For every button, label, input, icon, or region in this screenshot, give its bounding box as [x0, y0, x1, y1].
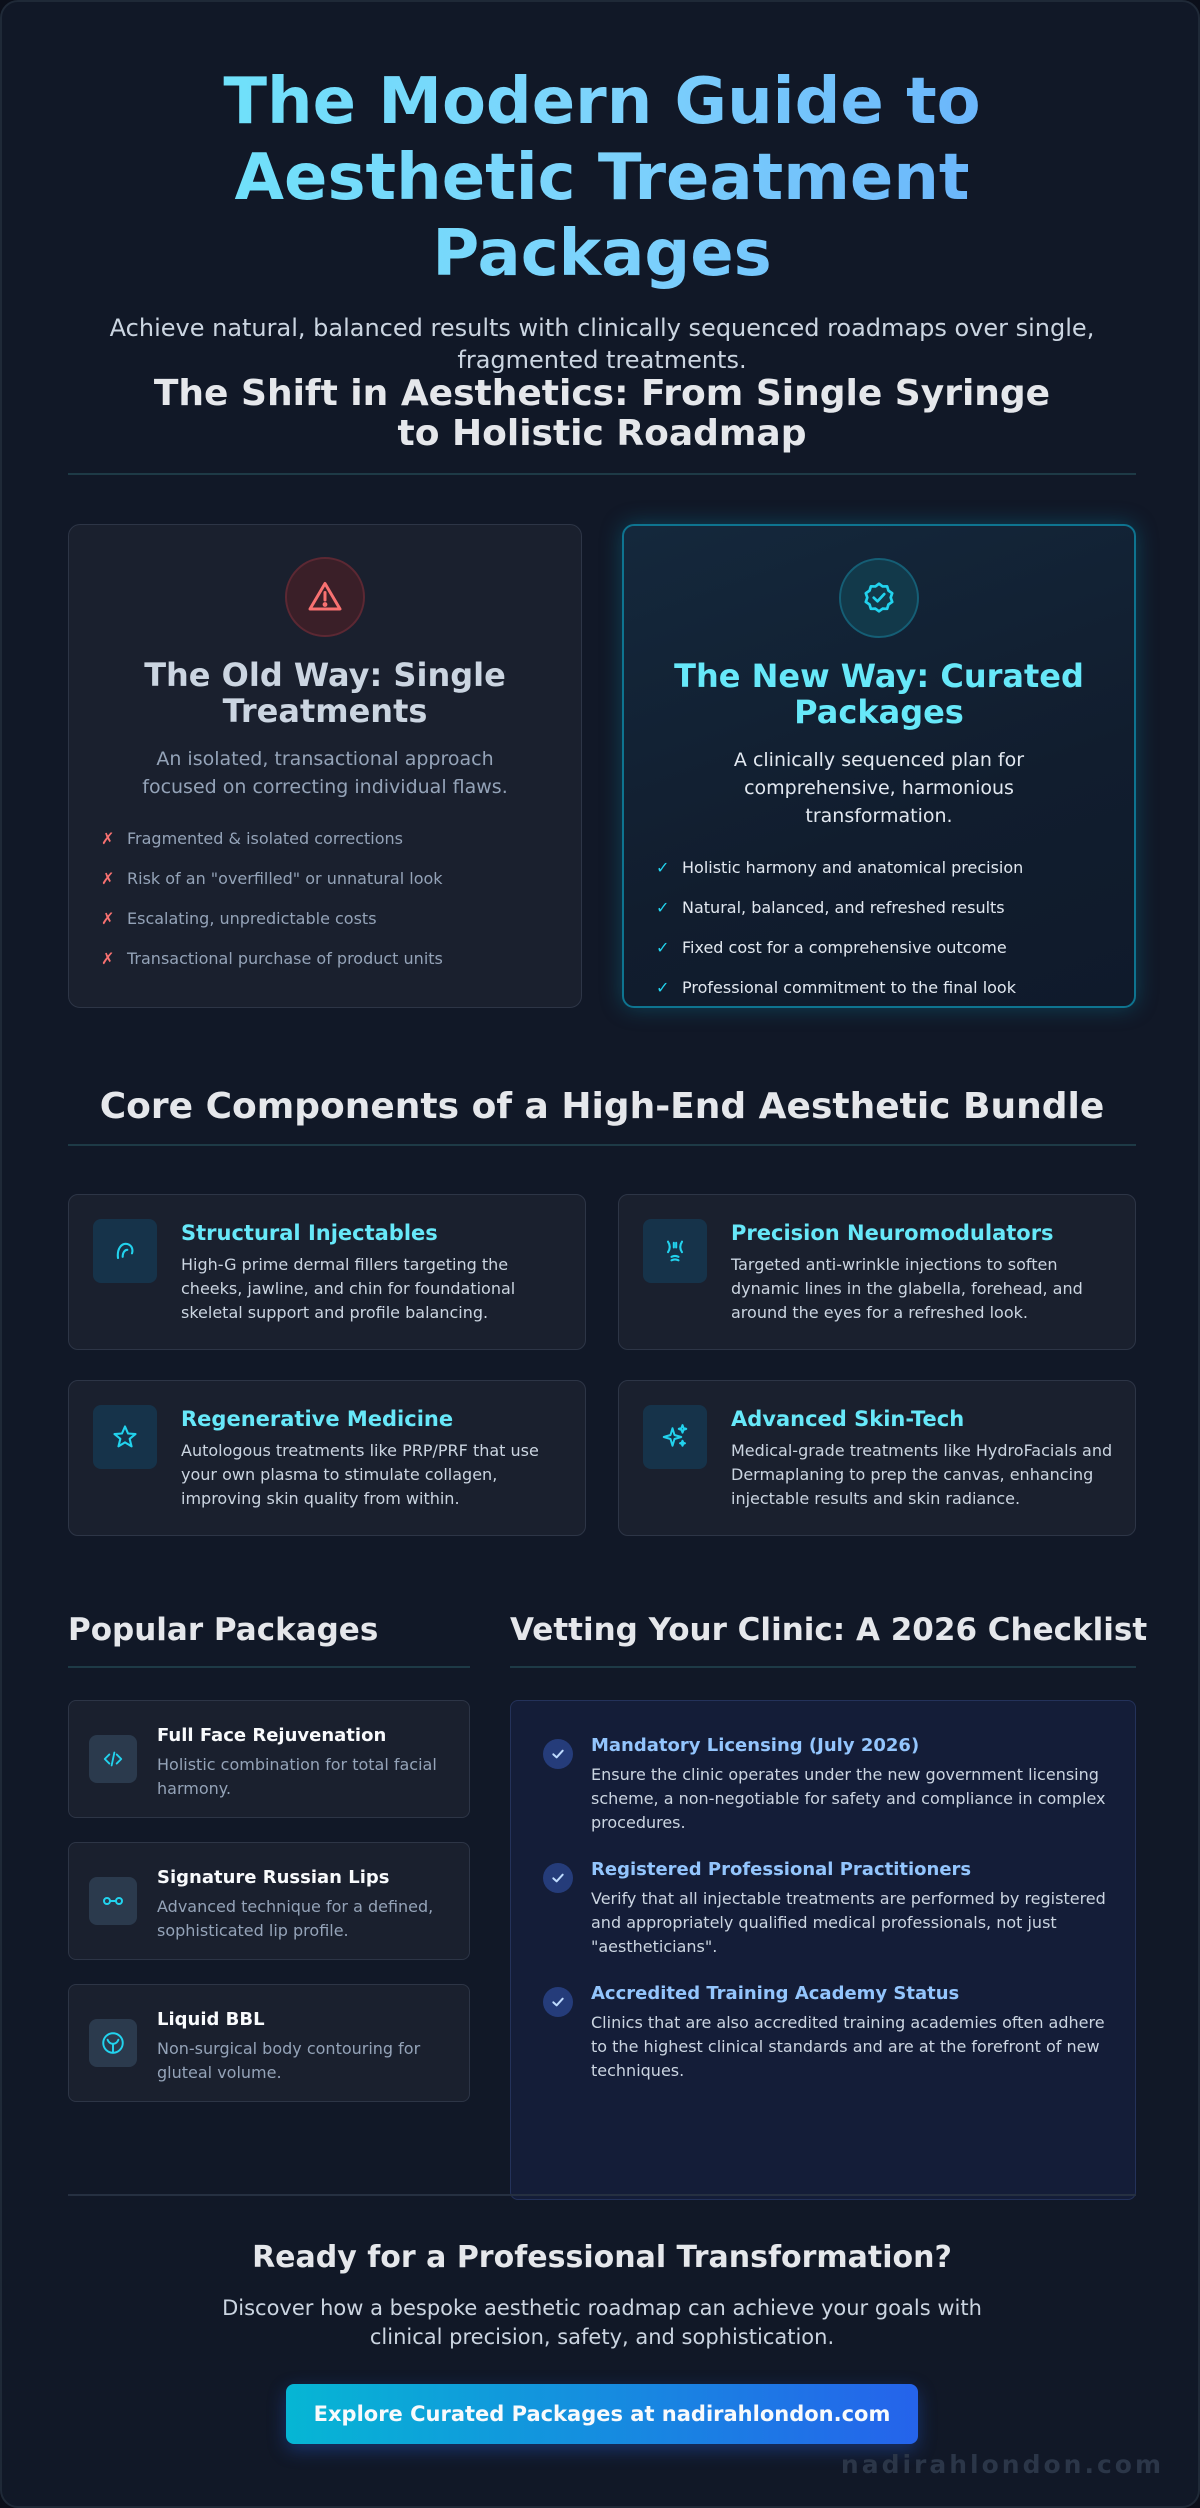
component-card-advanced-skin-tech [618, 1380, 1136, 1536]
old-way-description: An isolated, transactional approach focused on correcting individual flaws. [142, 748, 508, 798]
component-title: Precision Neuromodulators [731, 1221, 1054, 1245]
checklist-heading: Vetting Your Clinic: A 2026 Checklist [510, 1612, 1148, 1648]
component-description: Autologous treatments like PRP/PRF that use your own plasma to stimulate collagen, improving skin quality from within. [181, 1441, 539, 1508]
check-icon: ✓ [656, 858, 670, 877]
shift-divider [68, 473, 1136, 475]
check-circle-icon [543, 1739, 573, 1769]
list-item: ✗ Escalating, unpredictable costs [101, 909, 377, 928]
package-description: Holistic combination for total facial harmony. [157, 1755, 437, 1798]
old-way-points [101, 829, 581, 989]
cross-icon: ✗ [101, 869, 115, 888]
component-title: Regenerative Medicine [181, 1407, 454, 1431]
watermark: nadirahlondon.com [840, 2450, 1164, 2479]
page-subtitle: Achieve natural, balanced results with clinically sequenced roadmaps over single, fragmented treatments. [109, 314, 1095, 374]
code-icon [89, 1735, 137, 1783]
cta-description: Discover how a bespoke aesthetic roadmap can achieve your goals with clinical precision, safety, and sophistication. [222, 2296, 982, 2349]
checklist-divider [510, 1666, 1136, 1668]
component-card-structural-injectables [68, 1194, 586, 1350]
body-icon [89, 2019, 137, 2067]
shift-heading: The Shift in Aesthetics: From Single Syringe to Holistic Roadmap [153, 373, 1051, 454]
old-way-card [68, 524, 582, 1008]
list-item: ✓ Professional commitment to the final look [656, 978, 1016, 997]
packages-heading: Popular Packages [68, 1612, 379, 1648]
component-card-precision-neuromodulators [618, 1194, 1136, 1350]
list-item: ✓ Holistic harmony and anatomical precision [656, 858, 1024, 877]
list-item: ✗ Transactional purchase of product units [101, 949, 443, 968]
face-lines-icon [643, 1219, 707, 1283]
link-icon [89, 1877, 137, 1925]
list-item: ✓ Fixed cost for a comprehensive outcome [656, 938, 1007, 957]
page-title: The Modern Guide to Aesthetic Treatment Packages [2, 64, 1200, 292]
component-description: Targeted anti-wrinkle injections to soften dynamic lines in the glabella, forehead, and around the eyes for a refreshed look. [731, 1255, 1083, 1322]
list-item: ✓ Natural, balanced, and refreshed results [656, 898, 1005, 917]
page-header [2, 64, 1200, 376]
new-way-points [656, 858, 1134, 1018]
list-item: ✗ Fragmented & isolated corrections [101, 829, 403, 848]
checklist-item-title: Accredited Training Academy Status [591, 1983, 960, 2004]
checklist-item-title: Registered Professional Practitioners [591, 1859, 972, 1880]
checklist-panel [510, 1700, 1136, 2200]
old-way-title: The Old Way: Single Treatments [144, 656, 506, 730]
check-circle-icon [543, 1987, 573, 2017]
cross-icon: ✗ [101, 949, 115, 968]
package-card-full-face-rejuvenation[interactable] [68, 1700, 470, 1818]
checklist-item-description: Verify that all injectable treatments are performed by registered and appropriately qualified medical professionals, not just "aestheticians". [591, 1889, 1106, 1956]
checklist-item-description: Ensure the clinic operates under the new government licensing scheme, a non-negotiable for safety and compliance in complex procedures. [591, 1765, 1106, 1832]
sparkles-icon [643, 1405, 707, 1469]
component-title: Advanced Skin-Tech [731, 1407, 965, 1431]
components-heading: Core Components of a High-End Aesthetic Bundle [99, 1086, 1105, 1127]
checklist-item-description: Clinics that are also accredited training academies often adhere to the highest clinical standards and are at the forefront of new techniques. [591, 2013, 1105, 2080]
component-card-regenerative-medicine [68, 1380, 586, 1536]
component-description: High-G prime dermal fillers targeting the cheeks, jawline, and chin for foundational skeletal support and profile balancing. [181, 1255, 516, 1322]
check-icon: ✓ [656, 978, 670, 997]
warning-triangle-icon [285, 557, 365, 637]
package-description: Non-surgical body contouring for gluteal volume. [157, 2039, 421, 2082]
cross-icon: ✗ [101, 829, 115, 848]
badge-check-icon [839, 558, 919, 638]
package-description: Advanced technique for a defined, sophisticated lip profile. [157, 1897, 434, 1940]
component-title: Structural Injectables [181, 1221, 438, 1245]
package-title: Liquid BBL [157, 2009, 265, 2030]
checklist-item-title: Mandatory Licensing (July 2026) [591, 1735, 920, 1756]
new-way-description: A clinically sequenced plan for comprehensive, harmonious transformation. [733, 749, 1025, 827]
check-icon: ✓ [656, 938, 670, 957]
cta-title: Ready for a Professional Transformation? [252, 2240, 952, 2275]
star-icon [93, 1405, 157, 1469]
packages-divider [68, 1666, 470, 1668]
new-way-card [622, 524, 1136, 1008]
new-way-title: The New Way: Curated Packages [674, 657, 1084, 731]
check-icon: ✓ [656, 898, 670, 917]
package-card-signature-russian-lips[interactable] [68, 1842, 470, 1960]
explore-packages-button[interactable]: Explore Curated Packages at nadirahlondon.com [286, 2384, 918, 2444]
package-title: Signature Russian Lips [157, 1867, 390, 1888]
cross-icon: ✗ [101, 909, 115, 928]
check-circle-icon [543, 1863, 573, 1893]
list-item: ✗ Risk of an "overfilled" or unnatural look [101, 869, 443, 888]
contour-icon [93, 1219, 157, 1283]
package-title: Full Face Rejuvenation [157, 1725, 387, 1746]
component-description: Medical-grade treatments like HydroFacials and Dermaplaning to prep the canvas, enhancing injectable results and skin radiance. [731, 1441, 1113, 1508]
footer-divider [68, 2194, 1136, 2196]
package-card-liquid-bbl[interactable] [68, 1984, 470, 2102]
components-divider [68, 1144, 1136, 1146]
